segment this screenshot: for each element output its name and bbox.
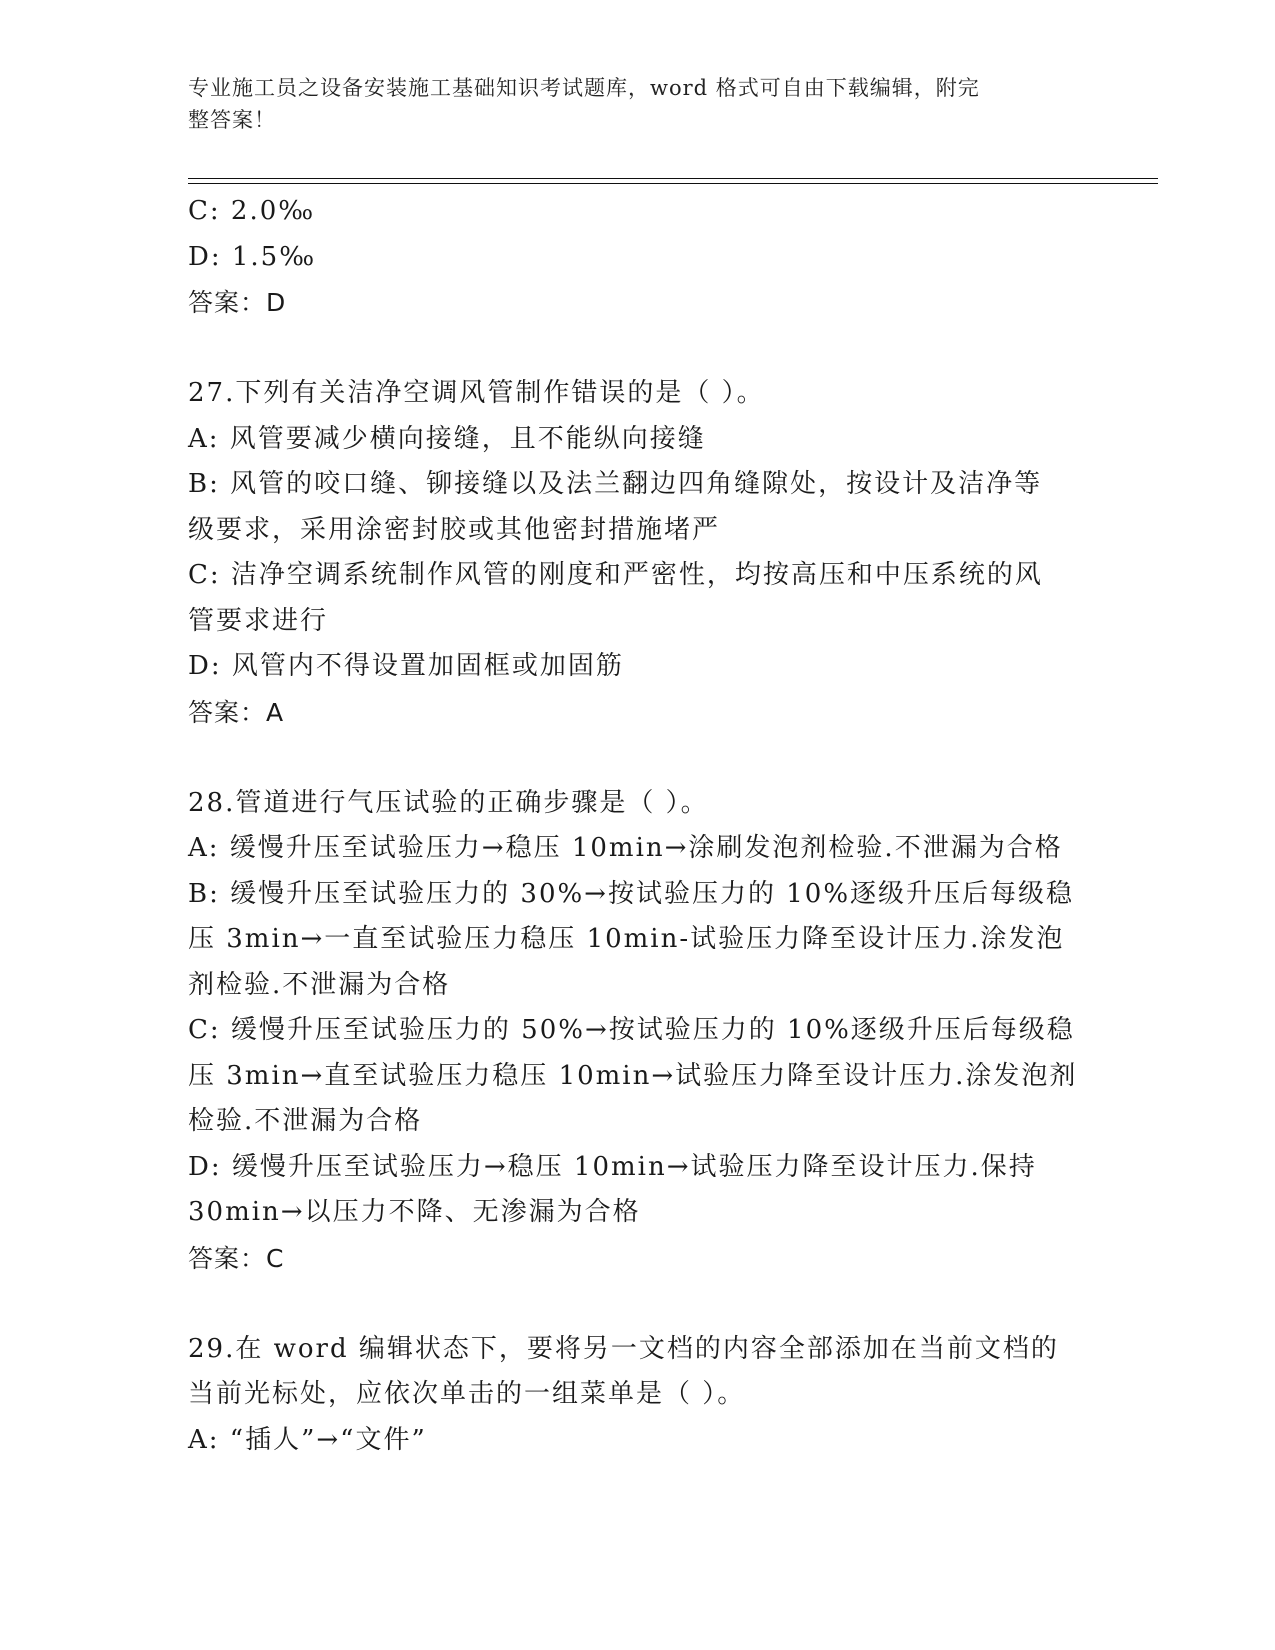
- q27-option-d: D: 风管内不得设置加固框或加固筋: [188, 651, 624, 681]
- q29-question-line-1: 29.在 word 编辑状态下，要将另一文档的内容全部添加在当前文档的: [188, 1333, 1059, 1364]
- spacer: [188, 326, 1088, 372]
- header-rule-top: [188, 178, 1158, 179]
- document-body: [188, 189, 1088, 1463]
- q26-option-d: D: 1.5‰: [188, 241, 317, 272]
- q28-option-d-line-2: 30min→以压力不降、无渗漏为合格: [188, 1197, 641, 1227]
- header-title-line-1: 专业施工员之设备安装施工基础知识考试题库，word 格式可自由下载编辑，附完: [188, 76, 980, 100]
- q28-option-b-line-1: B: 缓慢升压至试验压力的 30%→按试验压力的 10%逐级升压后每级稳: [188, 878, 1075, 909]
- q27-option-a: A: 风管要减少横向接缝，且不能纵向接缝: [188, 423, 706, 454]
- q27-option-c-line-2: 管要求进行: [188, 605, 329, 636]
- q28-option-c-line-1: C: 缓慢升压至试验压力的 50%→按试验压力的 10%逐级升压后每级稳: [188, 1015, 1075, 1045]
- q28-option-c-line-2: 压 3min→直至试验压力稳压 10min→试验压力降至设计压力.涂发泡剂: [188, 1060, 1078, 1091]
- header-rule-bottom: [188, 183, 1158, 184]
- q27-option-c-line-1: C: 洁净空调系统制作风管的刚度和严密性，均按高压和中压系统的风: [188, 560, 1043, 590]
- q26-answer: 答案：D: [188, 288, 287, 317]
- header-title-line-2: 整答案！: [188, 108, 276, 132]
- q28-option-b-line-3: 剂检验.不泄漏为合格: [188, 969, 451, 1000]
- q27-answer: 答案：A: [188, 697, 285, 727]
- q28-option-a: A: 缓慢升压至试验压力→稳压 10min→涂刷发泡剂检验.不泄漏为合格: [188, 833, 1063, 863]
- q28-answer: 答案：C: [188, 1243, 285, 1273]
- q28-option-b-line-2: 压 3min→一直至试验压力稳压 10min-试验压力降至设计压力.涂发泡: [188, 924, 1065, 954]
- q28-option-d-line-1: D: 缓慢升压至试验压力→稳压 10min→试验压力降至设计压力.保持: [188, 1151, 1037, 1182]
- q27-option-b-line-2: 级要求，采用涂密封胶或其他密封措施堵严: [188, 514, 721, 545]
- q27-question: 27.下列有关洁净空调风管制作错误的是（ ）。: [188, 378, 765, 408]
- q28-option-c-line-3: 检验.不泄漏为合格: [188, 1106, 423, 1136]
- q28-question: 28.管道进行气压试验的正确步骤是（ ）。: [188, 787, 709, 818]
- document-header: [188, 72, 1068, 136]
- q29-option-a: A: “插人”→“文件”: [188, 1424, 427, 1455]
- spacer: [188, 735, 1088, 781]
- q29-question-line-2: 当前光标处，应依次单击的一组菜单是（ ）。: [188, 1379, 746, 1409]
- q27-option-b-line-1: B: 风管的咬口缝、铆接缝以及法兰翻边四角缝隙处，按设计及洁净等: [188, 469, 1043, 499]
- q26-option-c: C: 2.0‰: [188, 196, 316, 226]
- spacer: [188, 1281, 1088, 1327]
